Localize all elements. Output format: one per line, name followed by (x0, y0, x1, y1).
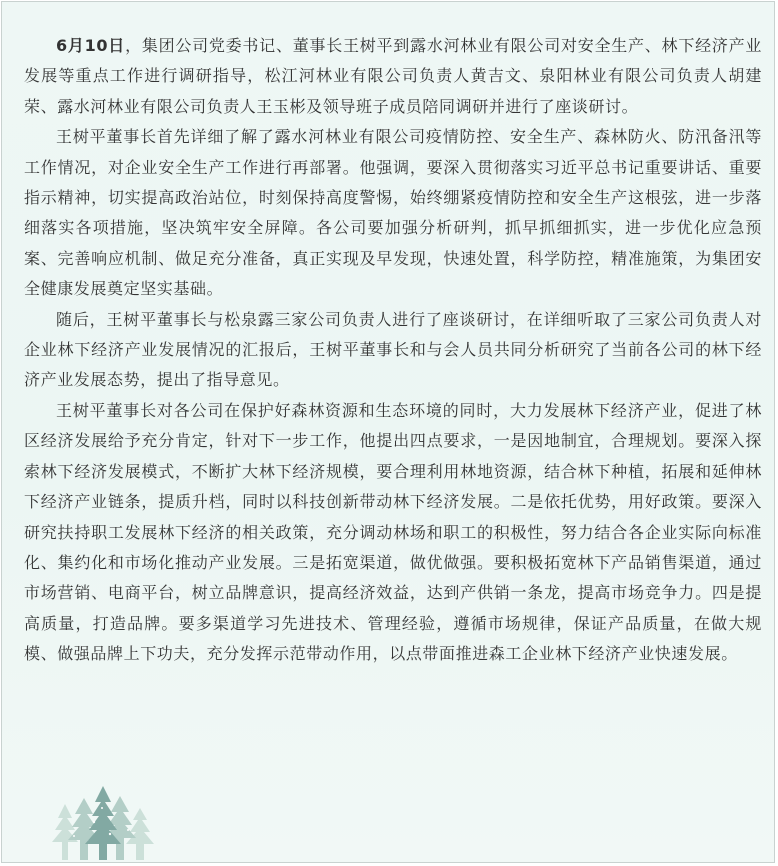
date-lead: 6月10日 (56, 36, 126, 55)
paragraph-1-text: ，集团公司党委书记、董事长王树平到露水河林业有限公司对安全生产、林下经济产业发展等重点工作进行调研指导，松江河林业有限公司负责人黄吉文、泉阳林业有限公司负责人胡建荣、露水河林业有限公司负责人王玉彬及领导班子成员陪同调研并进行了座谈研讨。 (24, 36, 762, 116)
paragraph-1 (24, 31, 762, 122)
paragraph-4: 王树平董事长对各公司在保护好森林资源和生态环境的同时，大力发展林下经济产业，促进了林区经济发展给予充分肯定，针对下一步工作，他提出四点要求，一是因地制宜，合理规划。要深入探索林下经济发展模式，不断扩大林下经济规模，要合理利用林地资源，结合林下种植，拓展和延伸林下经济产业链条，提质升档，同时以科技创新带动林下经济发展。二是依托优势，用好政策。要深入研究扶持职工发展林下经济的相关政策，充分调动林场和职工的积极性，努力结合各企业实际向标准化、集约化和市场化推动产业发展。三是拓宽渠道，做优做强。要积极拓宽林下产品销售渠道，通过市场营销、电商平台，树立品牌意识，提高经济效益，达到产供销一条龙，提高市场竞争力。四是提高质量，打造品牌。要多渠道学习先进技术、管理经验，遵循市场规律，保证产品质量，在做大规模、做强品牌上下功夫，充分发挥示范带动作用，以点带面推进森工企业林下经济产业快速发展。 (24, 400, 762, 664)
article-panel (1, 1, 775, 863)
article-body (24, 31, 762, 670)
paragraph-3: 随后，王树平董事长与松泉露三家公司负责人进行了座谈研讨，在详细听取了三家公司负责人对企业林下经济产业发展情况的汇报后，王树平董事长和与会人员共同分析研究了当前各公司的林下经济产业发展态势，提出了指导意见。 (24, 309, 762, 390)
pine-trees-icon (44, 772, 164, 862)
paragraph-2: 王树平董事长首先详细了解了露水河林业有限公司疫情防控、安全生产、森林防火、防汛备汛等工作情况，对企业安全生产工作进行再部署。他强调，要深入贯彻落实习近平总书记重要讲话、重要指示精神，切实提高政治站位，时刻保持高度警惕，始终绷紧疫情防控和安全生产这根弦，进一步落细落实各项措施，坚决筑牢安全屏障。各公司要加强分析研判，抓早抓细抓实，进一步优化应急预案、完善响应机制、做足充分准备，真正实现及早发现，快速处置，科学防控，精准施策，为集团安全健康发展奠定坚实基础。 (24, 127, 762, 299)
